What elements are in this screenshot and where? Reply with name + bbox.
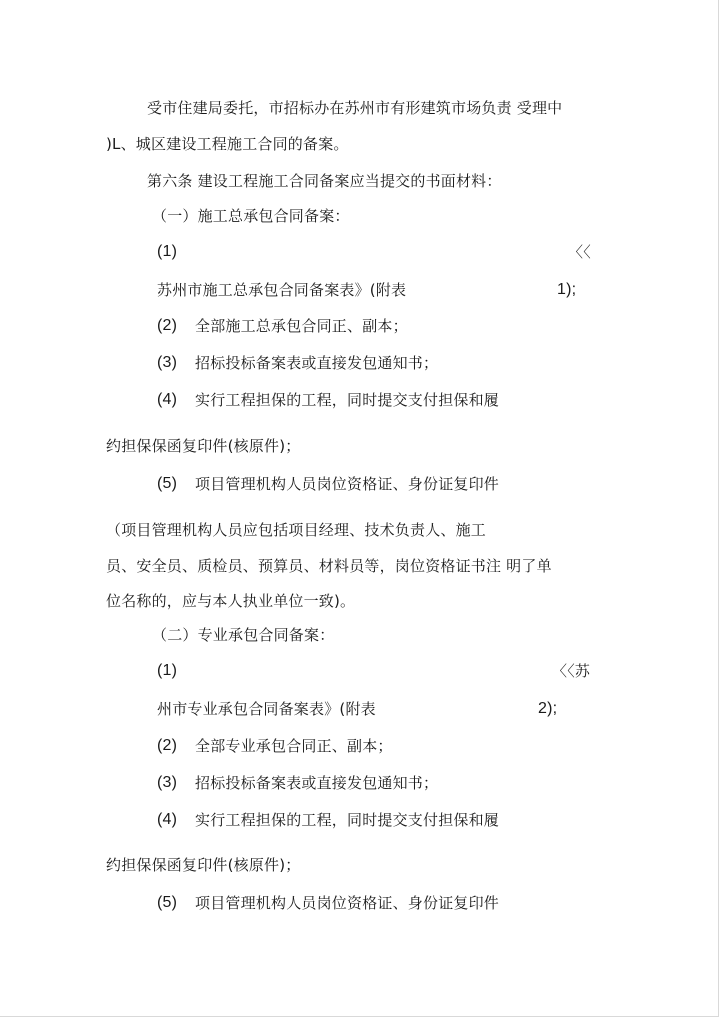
note-line: 位名称的，应与本人执业单位一致)。 [106,592,356,610]
item-text: 实行工程担保的工程，同时提交支付担保和履 [195,811,500,829]
item-text: 招标投标备案表或直接发包通知书； [195,774,439,792]
paragraph-line: 受市住建局委托，市招标办在苏州市有形建筑市场负责 受理中 [147,99,563,117]
item-number: (5) [157,475,178,492]
item-number: (1) [157,243,178,260]
item-text: 全部专业承包合同正、副本； [195,737,393,755]
section-title: （一）施工总承包合同备案： [152,207,350,225]
item-text: 招标投标备案表或直接发包通知书； [195,354,439,372]
item-number: (2) [157,317,178,334]
item-number: (3) [157,354,178,371]
item-number: (5) [157,894,178,911]
section-title: （二）专业承包合同备案： [152,626,335,644]
item-number: (4) [157,811,178,828]
item-end: 2); [538,700,558,717]
item-text: 项目管理机构人员岗位资格证、身份证复印件 [195,475,500,493]
paragraph-line: )L、城区建设工程施工合同的备案。 [106,135,349,153]
item-number: (2) [157,737,178,754]
item-text: 实行工程担保的工程，同时提交支付担保和履 [195,391,500,409]
item-number: (1) [157,662,178,679]
item-continuation: 约担保保函复印件(核原件)； [106,856,301,874]
item-text: 州市专业承包合同备案表》(附表 [157,700,376,718]
quote-mark: 〈〈苏 [552,662,591,680]
quote-mark: 〈〈 [568,243,591,261]
item-number: (4) [157,391,178,408]
note-line: 员、安全员、质检员、预算员、材料员等，岗位资格证书注 明了单 [106,557,552,575]
item-text: 苏州市施工总承包合同备案表》(附表 [157,281,407,299]
item-text: 项目管理机构人员岗位资格证、身份证复印件 [195,894,500,912]
item-end: 1); [557,281,577,298]
item-continuation: 约担保保函复印件(核原件)； [106,437,301,455]
item-number: (3) [157,774,178,791]
note-line: （项目管理机构人员应包括项目经理、技术负责人、施工 [106,521,487,539]
item-text: 全部施工总承包合同正、副本； [195,317,408,335]
article-heading: 第六条 建设工程施工合同备案应当提交的书面材料： [147,172,502,190]
